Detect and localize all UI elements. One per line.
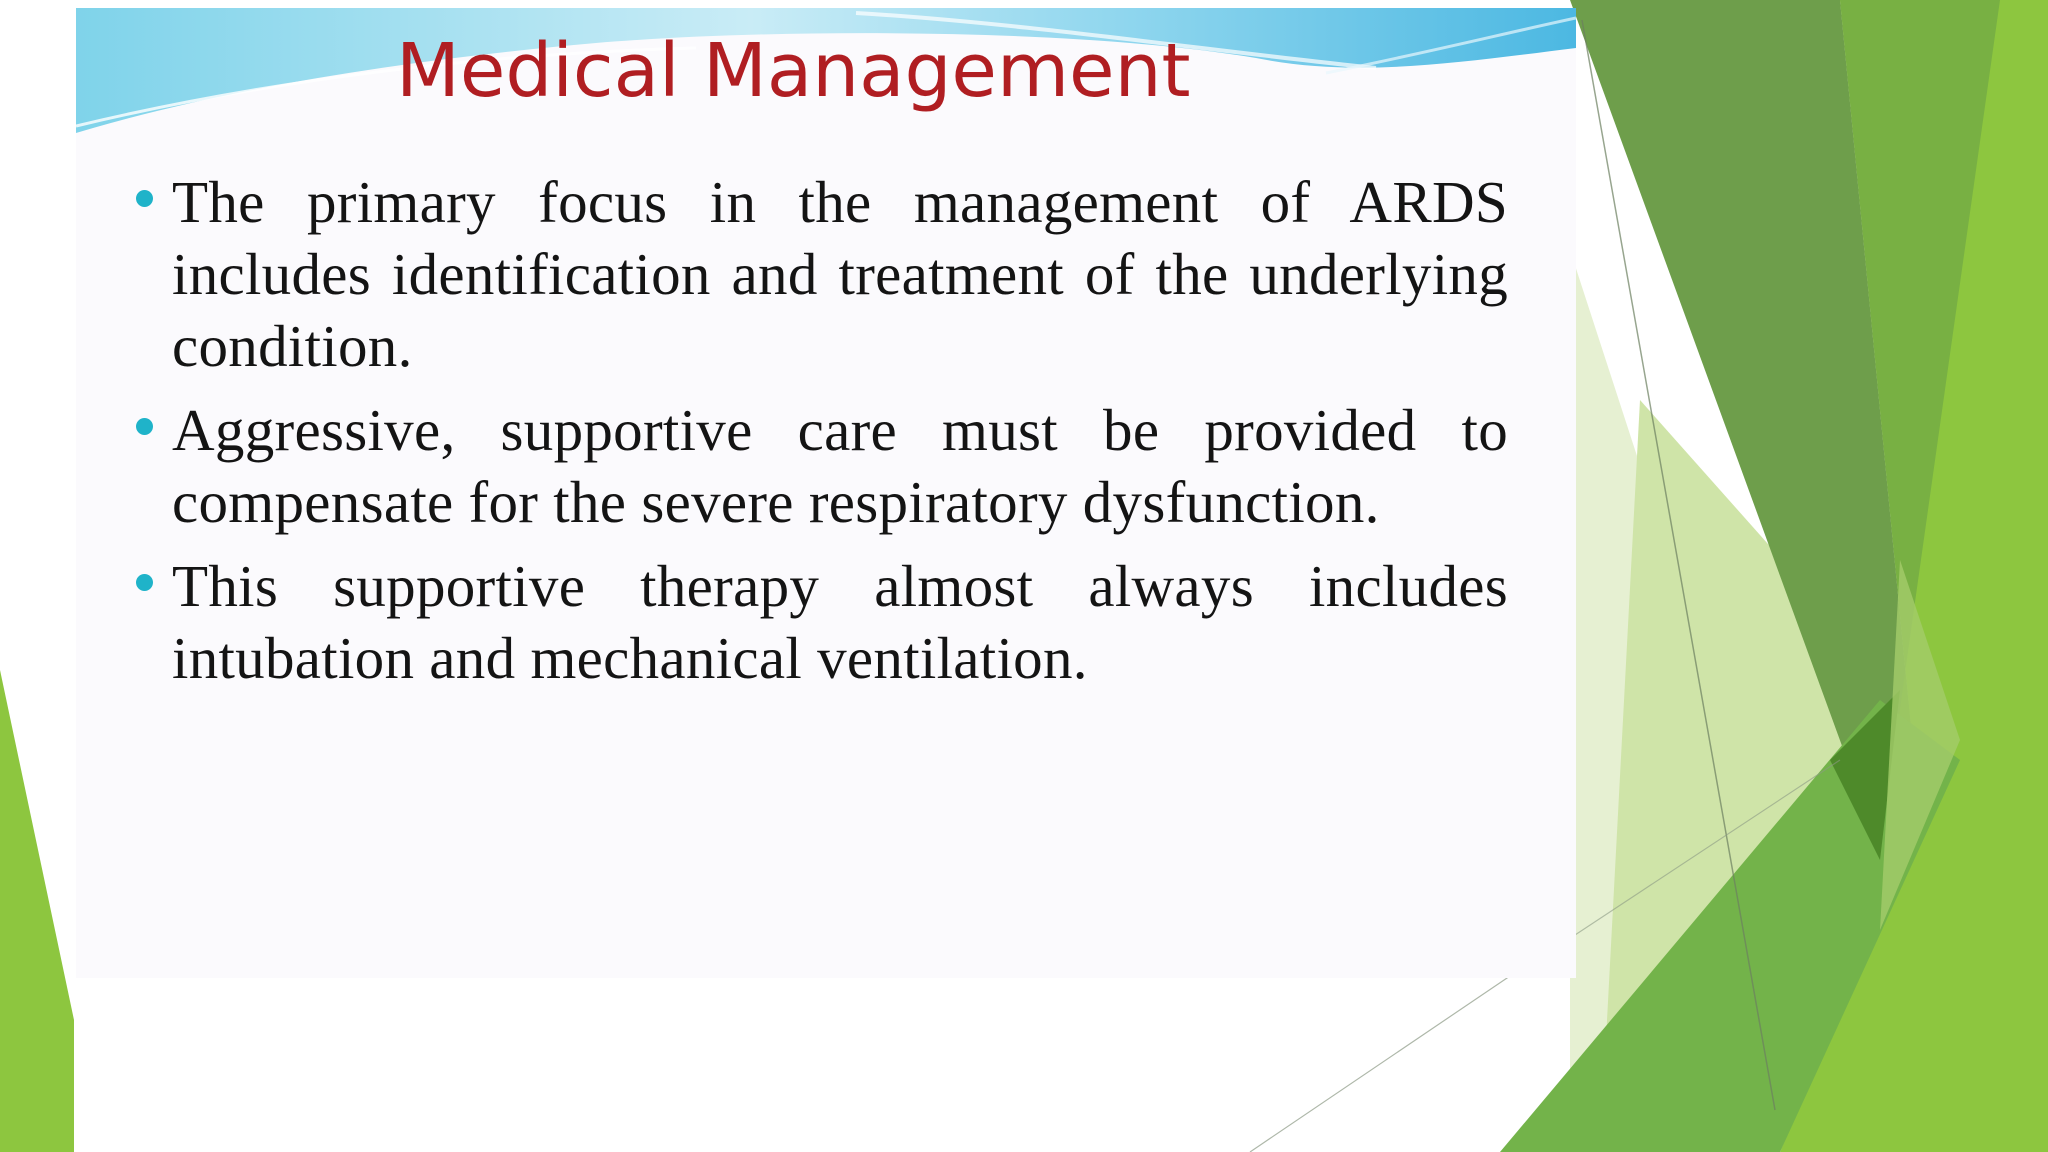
slide-title: Medical Management: [396, 28, 1191, 114]
bullet-item: [172, 166, 1508, 382]
decor-line-2: [1250, 976, 1510, 1152]
bullet-item: [172, 394, 1508, 538]
bullet-text: The primary focus in the management of ARDS includes identification and treatment of the underlying condition.: [172, 169, 1508, 379]
slide-content-panel: [76, 8, 1576, 978]
bullet-text: Aggressive, supportive care must be provided to compensate for the severe respiratory dysfunction.: [172, 397, 1508, 535]
left-green-shape: [0, 670, 74, 1152]
bullet-item: [172, 550, 1508, 694]
bullet-text: This supportive therapy almost always includes intubation and mechanical ventilation.: [172, 553, 1508, 691]
bullet-dot-icon: [136, 190, 153, 207]
bullet-dot-icon: [136, 418, 153, 435]
bullet-dot-icon: [136, 574, 153, 591]
bullet-list: [172, 166, 1508, 706]
